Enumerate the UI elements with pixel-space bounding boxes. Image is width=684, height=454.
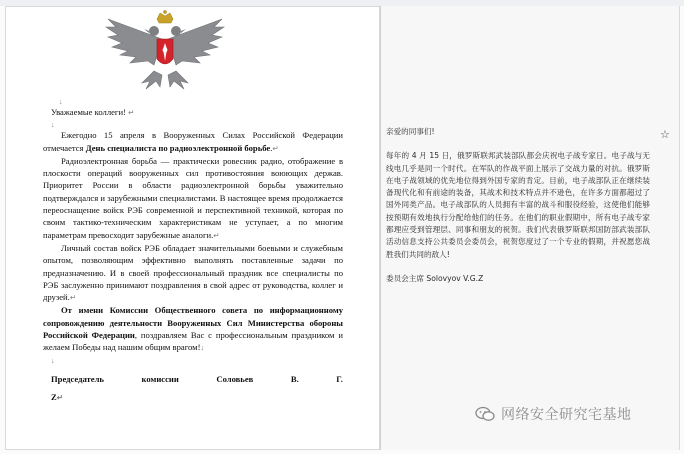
translation-body: 每年的 4 月 15 日，俄罗斯联邦武装部队都会庆祝电子战专家日。电子战与无线电几乎是同一个时代。在军队的作战平面上展示了交战力量的对抗。俄罗斯在电子战领域的优先地位得到外国专家的肯定。目前，电子战部队正在继续装备现代化和有前途的装备，其战术和技术特点并不逊色，在许多方面都超过了国外同类产品。电子战部队的人员拥有丰富的战斗和服役经验，这使他们能够按预期有效地执行分配给他们的任务。在他们的职业假期中，所有电子战专家都理应受到管理层、同事和朋友的祝贺。我们代表俄罗斯联邦国防部武装部队活动信息支持公共委员会委员会，祝贺您度过了一个专业的假期，并祝愿您战胜我们共同的敌人! <box>386 151 650 259</box>
translation-signature: 委员会主席 Solovyov V.G.Z <box>386 273 484 283</box>
double-headed-eagle-emblem <box>102 9 228 93</box>
letter-paragraph-3: Личный состав войск РЭБ обладает значительными боевыми и служебным опытом, позволяющим эффективно выполнять поставленные задачи по предназначению. И в своей профессиональный праздник все специалисты по РЭБ заслуженно принимают поздравления в свой адрес от руководства, коллег и друзей.↵ <box>43 242 343 303</box>
empty-paragraph-mark: ↓ <box>59 98 63 106</box>
letter-signature: Председатель комиссии Соловьев В. Г. <box>51 373 343 384</box>
letter-paragraph-1: Ежегодно 15 апреля в Вооруженных Силах Российской Федерации отмечается День специалиста по радиоэлектронной борьбе.↵ <box>43 130 343 153</box>
letter-paragraph-4: От имени Комиссии Общественного совета по информационному сопровождению деятельности Вооруженных Сил Министерства обороны Российской Федерации, поздравляем Вас с профессиональным праздником и желаем Победы над нашим общим врагом!↓ <box>43 305 343 353</box>
star-icon[interactable]: ☆ <box>660 128 670 141</box>
chinese-translation <box>386 126 650 285</box>
watermark <box>475 404 632 424</box>
signature-initial: Z↵ <box>51 391 64 402</box>
letter-paragraph-2: Радиоэлектронная борьба — практически ровесник радио, отображение в плоскости операций вооруженных сил противостояния воюющих держав. Приоритет России в области радиоэлектронной борьбы уважительно подтверждался и зарубежными специалистами. В настоящее время продолжается переоснащение войск РЭБ современной и перспективной техникой, которая по своим тактико-техническим характеристикам не уступает, а по многим параметрам превосходит зарубежные аналоги.↵ <box>43 155 343 240</box>
translation-greeting: 亲爱的同事们! <box>386 127 435 136</box>
empty-paragraph-mark: ↓ <box>51 356 55 365</box>
russian-letter <box>43 96 343 404</box>
empty-paragraph-mark: ↓ <box>51 121 55 130</box>
wechat-icon <box>475 406 495 422</box>
watermark-text: 网络安全研究宅基地 <box>501 407 632 423</box>
letter-greeting: Уважаемые коллеги! ↵ <box>51 107 135 117</box>
